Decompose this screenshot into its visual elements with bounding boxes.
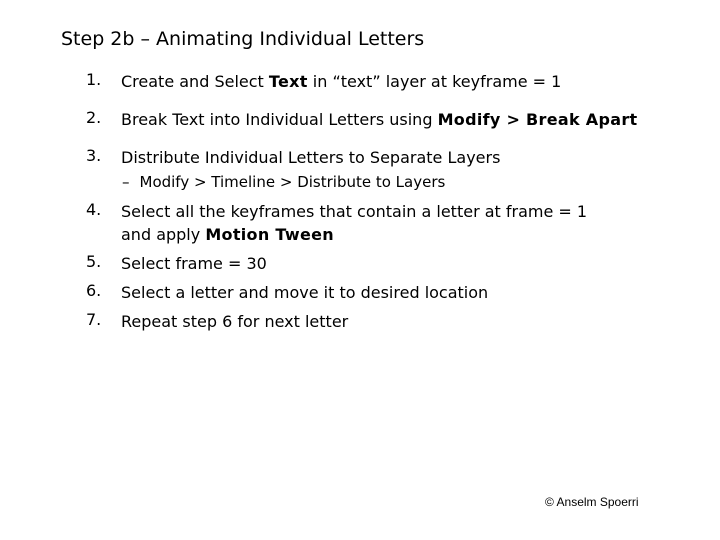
- substep-dash: –: [122, 173, 130, 191]
- step-number: 4.: [86, 200, 102, 219]
- substep-text: Modify > Timeline > Distribute to Layers: [139, 173, 446, 191]
- step-text: Select a letter and move it to desired location: [121, 283, 489, 302]
- step-text: Select frame = 30: [121, 254, 267, 273]
- step-text: Create and Select Text in “text” layer at keyframe = 1: [121, 72, 562, 91]
- step-number: 3.: [86, 146, 102, 165]
- copyright-notice: © Anselm Spoerri: [545, 495, 639, 509]
- slide-title: Step 2b – Animating Individual Letters: [61, 28, 425, 50]
- step-number: 2.: [86, 108, 102, 127]
- bold-term: Text: [268, 72, 308, 91]
- step-text: Break Text into Individual Letters using Modify > Break Apart: [121, 110, 638, 129]
- step-text: Distribute Individual Letters to Separate Layers: [121, 148, 501, 167]
- step-number: 1.: [86, 70, 102, 89]
- substep: [122, 173, 445, 191]
- step-number: 6.: [86, 281, 102, 300]
- step-number: 5.: [86, 252, 102, 271]
- bold-term: Motion Tween: [205, 225, 334, 244]
- step-text: Repeat step 6 for next letter: [121, 312, 349, 331]
- step-text: Select all the keyframes that contain a letter at frame = 1 and apply Motion Tween: [121, 202, 588, 244]
- step-number: 7.: [86, 310, 102, 329]
- bold-term: Modify > Break Apart: [437, 110, 638, 129]
